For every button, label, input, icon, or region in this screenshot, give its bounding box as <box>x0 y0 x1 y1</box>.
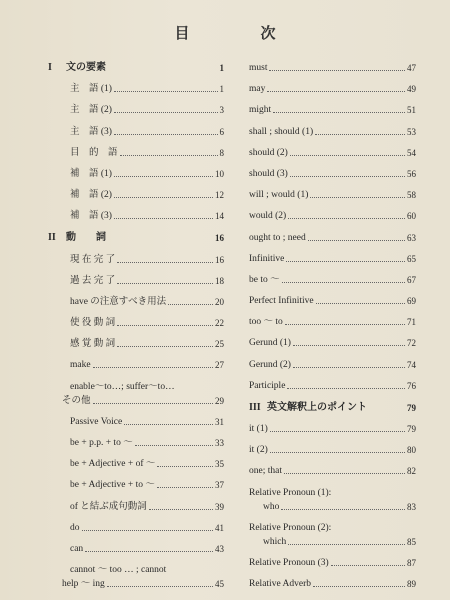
entry-page-number: 58 <box>407 190 416 201</box>
entry-page-number: 67 <box>407 274 416 285</box>
entry-page-number: 31 <box>215 416 224 427</box>
entry-page-number: 20 <box>215 296 224 307</box>
toc-entry <box>48 543 224 555</box>
entry-label: その他 <box>62 395 91 406</box>
toc-entry <box>249 232 416 244</box>
entry-label: 感 覚 動 詞 <box>70 339 116 350</box>
entry-label: shall ; should (1) <box>249 126 314 137</box>
toc-entry <box>48 395 224 407</box>
toc-entry <box>48 501 224 513</box>
entry-page-number: 33 <box>215 438 224 448</box>
dot-leader <box>270 431 405 432</box>
entry-label: be + p.p. + to ～ <box>70 438 133 448</box>
dot-leader <box>270 452 405 453</box>
dot-leader <box>114 91 218 92</box>
entry-label: cannot ～ too … ; cannot <box>70 565 167 576</box>
entry-page-number: 14 <box>215 211 224 222</box>
entry-label: enable～to…; suffer～to… <box>70 381 175 392</box>
dot-leader <box>114 176 213 177</box>
entry-label: Relative Pronoun (2): <box>249 522 332 533</box>
dot-leader <box>290 155 405 156</box>
entry-label: 動 詞 <box>66 232 106 244</box>
entry-label: 使 役 動 詞 <box>70 318 116 329</box>
toc-entry <box>48 578 224 590</box>
entry-page-number: 69 <box>407 296 416 307</box>
toc-entry <box>249 210 416 222</box>
toc-entry <box>249 487 416 499</box>
page-title: 目 次 <box>174 26 304 42</box>
section-number: III <box>249 401 261 413</box>
toc-entry <box>48 338 224 350</box>
toc-entry <box>249 522 416 534</box>
dot-leader <box>273 112 405 113</box>
dot-leader <box>107 586 213 587</box>
entry-page-number: 83 <box>407 501 416 512</box>
toc-entry <box>249 126 416 138</box>
entry-page-number: 16 <box>215 233 224 244</box>
entry-label: do <box>70 522 80 533</box>
toc-entry <box>48 275 224 287</box>
entry-page-number: 3 <box>219 105 224 116</box>
entry-page-number: 60 <box>407 211 416 222</box>
entry-page-number: 85 <box>407 536 416 547</box>
entry-label: 補 語 (1) <box>70 168 112 179</box>
entry-page-number: 65 <box>407 253 416 264</box>
dot-leader <box>286 261 405 262</box>
dot-leader <box>124 424 213 425</box>
dot-leader <box>293 367 405 368</box>
toc-entry <box>48 416 224 428</box>
entry-label: 補 語 (2) <box>70 190 112 201</box>
toc-entry <box>249 83 416 95</box>
toc-entry <box>249 147 416 159</box>
entry-page-number: 49 <box>407 84 416 95</box>
toc-entry <box>249 380 416 392</box>
entry-label: should (2) <box>249 147 288 158</box>
entry-label: be to ～ <box>249 274 280 285</box>
toc-entry <box>48 189 224 201</box>
toc-entry <box>249 104 416 116</box>
entry-page-number: 53 <box>407 126 416 137</box>
dot-leader <box>117 262 213 263</box>
entry-page-number: 18 <box>215 275 224 286</box>
entry-label: 目 的 語 <box>70 147 118 158</box>
entry-label: it (2) <box>249 445 268 456</box>
toc-entry <box>48 381 224 393</box>
entry-label: would (2) <box>249 211 287 222</box>
entry-page-number: 47 <box>407 63 416 73</box>
dot-leader <box>135 445 213 446</box>
toc-section-heading <box>48 62 224 74</box>
entry-label: should (3) <box>249 168 288 179</box>
entry-label: must <box>249 63 268 73</box>
entry-label: be + Adjective + of ～ <box>70 459 156 470</box>
entry-page-number: 80 <box>407 445 416 456</box>
dot-leader <box>290 176 405 177</box>
entry-label: 英文解釈上のポイント <box>267 401 367 413</box>
entry-label: Gerund (2) <box>249 359 291 370</box>
entry-label: 過 去 完 了 <box>70 275 116 286</box>
section-number: II <box>48 232 56 244</box>
entry-page-number: 41 <box>215 522 224 533</box>
section-number: I <box>48 62 52 73</box>
toc-entry <box>249 62 416 74</box>
toc-entry <box>48 522 224 534</box>
toc-column-left <box>48 62 224 599</box>
dot-leader <box>281 509 405 510</box>
entry-label: ought to ; need <box>249 232 306 243</box>
entry-label: have の注意すべき用法 <box>70 296 167 307</box>
dot-leader <box>149 509 213 510</box>
dot-leader <box>85 551 213 552</box>
entry-page-number: 22 <box>215 318 224 329</box>
toc-entry <box>48 359 224 371</box>
toc-entry <box>48 104 224 116</box>
toc-entry <box>48 296 224 308</box>
toc-entry <box>249 316 416 328</box>
entry-page-number: 89 <box>407 579 416 590</box>
dot-leader <box>284 473 405 474</box>
entry-page-number: 87 <box>407 557 416 568</box>
entry-label: might <box>249 105 272 116</box>
entry-page-number: 37 <box>215 480 224 491</box>
toc-section-heading <box>249 402 416 414</box>
entry-page-number: 45 <box>215 579 224 590</box>
toc-entry <box>48 317 224 329</box>
dot-leader <box>117 325 213 326</box>
dot-leader <box>313 586 405 587</box>
dot-leader <box>157 487 213 488</box>
toc-entry <box>48 147 224 159</box>
entry-label: 補 語 (3) <box>70 211 112 222</box>
toc-entry <box>249 168 416 180</box>
dot-leader <box>114 134 218 135</box>
dot-leader <box>282 282 405 283</box>
dot-leader <box>93 403 213 404</box>
dot-leader <box>316 303 405 304</box>
toc-entry <box>48 437 224 449</box>
dot-leader <box>288 218 405 219</box>
entry-page-number: 72 <box>407 338 416 349</box>
toc-entry <box>249 253 416 265</box>
toc-entry <box>249 465 416 477</box>
entry-label: 主 語 (2) <box>70 105 112 116</box>
toc-entry <box>249 423 416 435</box>
dot-leader <box>114 218 213 219</box>
entry-page-number: 12 <box>215 190 224 201</box>
entry-page-number: 1 <box>219 63 224 73</box>
dot-leader <box>267 91 405 92</box>
entry-label: Passive Voice <box>70 416 123 427</box>
entry-page-number: 51 <box>407 105 416 116</box>
dot-leader <box>114 197 213 198</box>
dot-leader <box>168 304 213 305</box>
entry-label: Participle <box>249 380 286 391</box>
dot-leader <box>310 197 405 198</box>
entry-label: will ; would (1) <box>249 190 309 201</box>
entry-label: 文の要素 <box>66 62 106 73</box>
entry-page-number: 76 <box>407 380 416 391</box>
toc-entry <box>48 458 224 470</box>
entry-label: it (1) <box>249 424 268 434</box>
entry-page-number: 16 <box>215 254 224 265</box>
entry-label: one; that <box>249 466 282 477</box>
entry-page-number: 74 <box>407 359 416 370</box>
entry-label: too ～ to <box>249 317 283 328</box>
toc-entry <box>249 274 416 286</box>
entry-label: help ～ ing <box>62 579 105 590</box>
dot-leader <box>114 112 218 113</box>
entry-label: 主 語 (3) <box>70 126 112 137</box>
entry-page-number: 56 <box>407 168 416 179</box>
entry-page-number: 71 <box>407 317 416 328</box>
toc-entry <box>249 536 416 548</box>
toc-entry <box>249 444 416 456</box>
entry-label: which <box>263 536 287 547</box>
toc-entry <box>249 557 416 569</box>
entry-label: be + Adjective + to ～ <box>70 480 155 491</box>
entry-page-number: 6 <box>219 126 224 137</box>
toc-entry <box>48 83 224 95</box>
entry-label: 現 在 完 了 <box>70 254 116 265</box>
entry-page-number: 79 <box>407 402 416 413</box>
toc-entry <box>48 564 224 576</box>
toc-entry <box>249 359 416 371</box>
entry-label: can <box>70 543 84 554</box>
entry-label: Gerund (1) <box>249 338 291 349</box>
entry-page-number: 35 <box>215 459 224 470</box>
dot-leader <box>82 530 214 531</box>
entry-label: may <box>249 84 266 95</box>
entry-page-number: 43 <box>215 543 224 554</box>
toc-entry <box>48 479 224 491</box>
toc-entry <box>249 295 416 307</box>
entry-page-number: 10 <box>215 168 224 179</box>
entry-label: Perfect Infinitive <box>249 296 314 307</box>
dot-leader <box>117 346 213 347</box>
dot-leader <box>287 388 405 389</box>
entry-label: who <box>263 501 280 512</box>
dot-leader <box>157 466 213 467</box>
entry-page-number: 79 <box>407 424 416 434</box>
toc-entry <box>249 501 416 513</box>
entry-label: Relative Pronoun (3) <box>249 557 329 568</box>
toc-column-right <box>249 62 416 599</box>
dot-leader <box>93 367 213 368</box>
entry-page-number: 1 <box>219 84 224 95</box>
entry-page-number: 63 <box>407 232 416 243</box>
entry-page-number: 27 <box>215 360 224 371</box>
entry-label: Relative Pronoun (1): <box>249 487 332 498</box>
dot-leader <box>293 345 405 346</box>
dot-leader <box>308 240 405 241</box>
entry-page-number: 25 <box>215 339 224 350</box>
entry-page-number: 82 <box>407 466 416 477</box>
toc-entry <box>249 189 416 201</box>
dot-leader <box>288 544 405 545</box>
dot-leader <box>315 134 405 135</box>
dot-leader <box>285 324 405 325</box>
toc-entry <box>48 168 224 180</box>
entry-label: 主 語 (1) <box>70 84 112 95</box>
toc-entry <box>249 337 416 349</box>
toc-entry <box>48 126 224 138</box>
dot-leader <box>117 283 213 284</box>
entry-label: Relative Adverb <box>249 579 311 590</box>
dot-leader <box>269 70 405 71</box>
dot-leader <box>120 155 218 156</box>
entry-page-number: 29 <box>215 395 224 406</box>
toc-section-heading <box>48 232 224 244</box>
entry-label: of と結ぶ成句動詞 <box>70 501 147 512</box>
dot-leader <box>331 565 405 566</box>
entry-page-number: 54 <box>407 147 416 158</box>
entry-label: Infinitive <box>249 253 285 264</box>
toc-entry <box>48 210 224 222</box>
entry-label: make <box>70 360 91 371</box>
toc-entry <box>249 578 416 590</box>
entry-page-number: 8 <box>219 147 224 158</box>
toc-entry <box>48 254 224 266</box>
entry-page-number: 39 <box>215 501 224 512</box>
